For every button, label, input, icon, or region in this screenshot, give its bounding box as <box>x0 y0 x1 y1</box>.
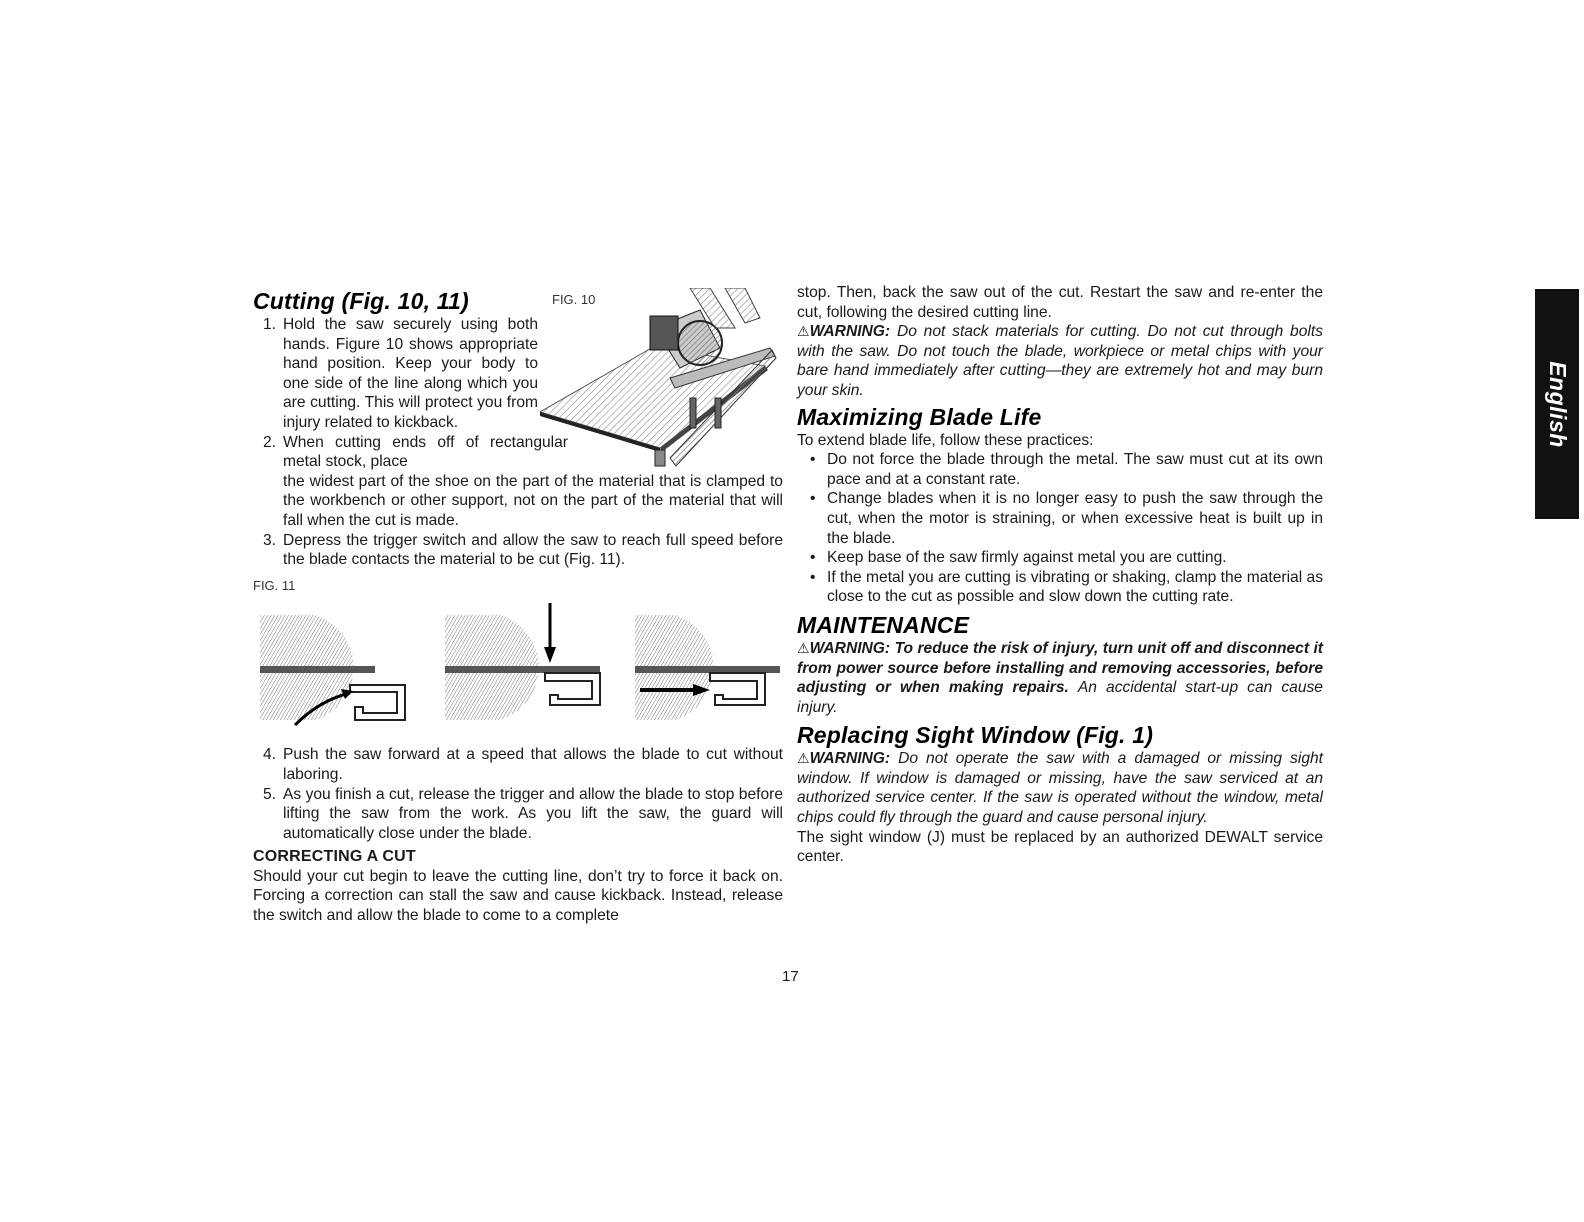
blade-life-list <box>797 450 1323 607</box>
warning-triangle-icon: ⚠ <box>797 750 810 767</box>
cutting-steps-top <box>253 315 568 472</box>
correcting-text: Should your cut begin to leave the cutting line, don’t try to force it back on. Forcing a correction can stall the saw and cause kickback. Instead, release the switch and allow the blade to come to a complete <box>253 867 783 925</box>
fig10-illustration <box>540 288 790 483</box>
list-item: • Keep base of the saw firmly against metal you are cutting. <box>810 549 1227 567</box>
sight-window-heading: Replacing Sight Window (Fig. 1) <box>797 722 1154 749</box>
fig11-label: FIG. 11 <box>253 577 296 593</box>
sight-window-warning: ⚠WARNING: Do not operate the saw with a damaged or missing sight window. If window is damaged or missing, have the saw serviced at an authorized service center. If the saw is operated without the window, metal chips could fly through the guard and cause personal injury. <box>797 750 1323 827</box>
warning-triangle-icon: ⚠ <box>797 323 810 340</box>
sight-window-text: The sight window (J) must be replaced by an authorized DEWALT service center. <box>797 828 1323 866</box>
list-item: • Change blades when it is no longer easy to push the saw through the cut, when the motor is straining, or when excessive heat is built up in the blade. <box>810 490 1323 547</box>
correcting-heading: CORRECTING A CUT <box>253 848 416 866</box>
page-number: 17 <box>782 968 799 985</box>
cutting-heading: Cutting (Fig. 10, 11) <box>253 288 469 314</box>
blade-life-intro: To extend blade life, follow these practices: <box>797 431 1094 449</box>
blade-life-heading: Maximizing Blade Life <box>797 403 1042 430</box>
fig11-panel-2 <box>445 603 600 720</box>
warning-triangle-icon: ⚠ <box>797 639 810 656</box>
fig11-panel-3 <box>635 615 780 720</box>
maintenance-heading: MAINTENANCE <box>797 611 970 638</box>
maintenance-warning: ⚠WARNING: To reduce the risk of injury, turn unit off and disconnect it from power source before installing and removing accessories, before adjusting or when making repairs. An accidental start-up can cause injury. <box>797 639 1323 716</box>
right-column <box>797 283 1323 867</box>
step-2-continued: the widest part of the shoe on the part of the material that is clamped to the workbench or other support, not on the part of the material that will fall when the cut is made. <box>283 472 783 529</box>
fig11-illustration <box>255 595 785 745</box>
step-4: 4. Push the saw forward at a speed that allows the blade to cut without laboring. <box>263 746 783 783</box>
step-1: 1. Hold the saw securely using both hands. Figure 10 shows appropriate hand position. Keep your body to one side of the line along which you are cutting. This will protect you from injury related to kickback. <box>263 316 538 431</box>
step-5: 5. As you finish a cut, release the trigger and allow the blade to stop before lifting the saw from the work. As you lift the saw, the guard will automatically close under the blade. <box>263 785 783 842</box>
language-tab-label: English <box>1544 360 1571 448</box>
language-tab <box>1535 289 1579 519</box>
list-item: • Do not force the blade through the metal. The saw must cut at its own pace and at a constant rate. <box>810 451 1323 488</box>
continued-text: stop. Then, back the saw out of the cut. Restart the saw and re-enter the cut, following the desired cutting line. <box>797 284 1323 321</box>
step-2: 2. When cutting ends off of rectangular metal stock, place <box>263 433 568 471</box>
fig11-panel-1 <box>260 615 405 725</box>
fig10-label: FIG. 10 <box>552 292 596 307</box>
warning-1: ⚠WARNING: Do not stack materials for cutting. Do not cut through bolts with the saw. Do not touch the blade, workpiece or metal chips with your bare hand immediately after cutting—they are extremely hot and may burn your skin. <box>797 323 1323 399</box>
list-item: • If the metal you are cutting is vibrating or shaking, clamp the material as close to the cut as possible and slow down the cutting rate. <box>810 568 1323 606</box>
cutting-steps-bottom <box>253 745 783 843</box>
cutting-steps-mid <box>253 531 783 570</box>
step-3: 3. Depress the trigger switch and allow the saw to reach full speed before the blade contacts the material to be cut (Fig. 11). <box>263 531 783 569</box>
